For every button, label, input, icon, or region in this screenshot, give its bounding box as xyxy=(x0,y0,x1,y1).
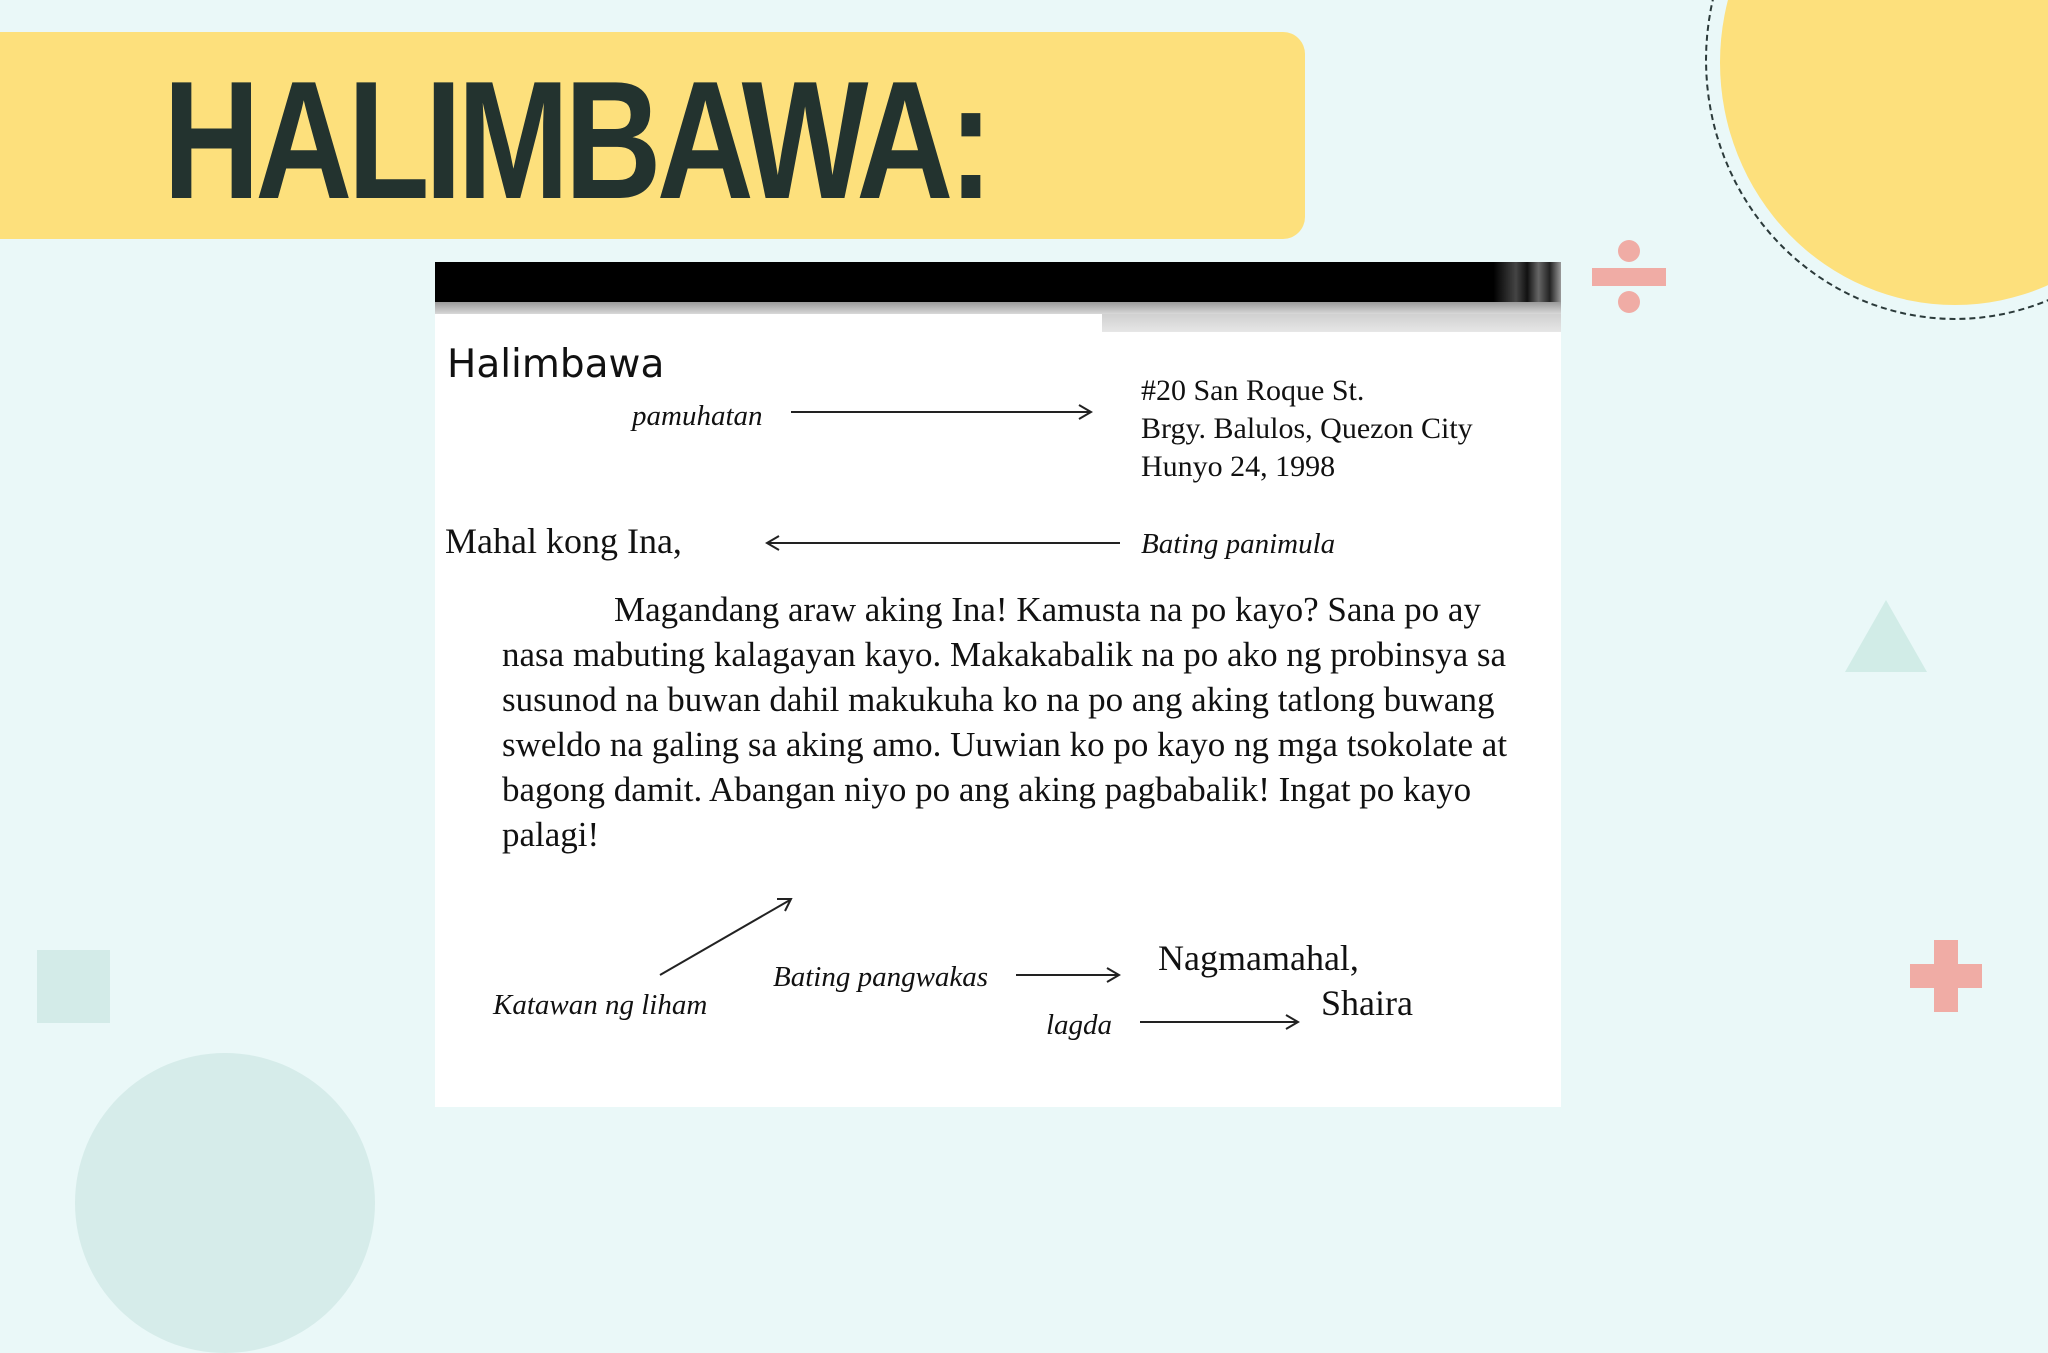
letter-body: Magandang araw aking Ina! Kamusta na po kayo? Sana po ay nasa mabuting kalagayan kayo. Makakabalik na po ako ng probinsya sa susunod na buwan dahil makukuha ko na po ang aking tatlong buwang sweldo na galing sa aking amo. Uuwian ko po kayo ng mga tsokolate at bagong damit. Abangan niyo po ang aking pagbabalik! Ingat po kayo palagi! xyxy=(502,590,1508,854)
label-bating-pangwakas: Bating pangwakas xyxy=(773,961,989,993)
decorative-dashed-ring xyxy=(1705,0,2048,320)
letter-example-image xyxy=(435,262,1561,1107)
slide-title: HALIMBAWA: xyxy=(163,46,989,234)
address-line-1: #20 San Roque St. xyxy=(1141,374,1365,407)
example-heading: Halimbawa xyxy=(447,342,665,387)
arrows-layer xyxy=(435,262,1561,1107)
plus-icon xyxy=(1910,940,1982,1012)
decorative-half-circle xyxy=(75,1053,375,1353)
arrow-pamuhatan xyxy=(791,405,1091,419)
greeting: Mahal kong Ina, xyxy=(445,521,682,561)
arrow-bating-pangwakas xyxy=(1016,968,1119,982)
arrow-bating-panimula xyxy=(767,536,1120,550)
divide-icon xyxy=(1592,238,1666,314)
triangle-shape xyxy=(1845,600,1927,672)
address-line-2: Brgy. Balulos, Quezon City xyxy=(1141,412,1473,445)
signature: Shaira xyxy=(1321,983,1413,1023)
closing: Nagmamahal, xyxy=(1158,938,1359,978)
address-date: Hunyo 24, 1998 xyxy=(1141,450,1336,483)
arrow-lagda xyxy=(1140,1015,1298,1029)
arrow-katawan xyxy=(660,899,791,975)
label-lagda: lagda xyxy=(1046,1009,1113,1041)
label-pamuhatan: pamuhatan xyxy=(632,400,763,432)
label-katawan-ng-liham: Katawan ng liham xyxy=(493,989,708,1021)
square-shape xyxy=(37,950,110,1023)
label-bating-panimula: Bating panimula xyxy=(1141,528,1336,560)
